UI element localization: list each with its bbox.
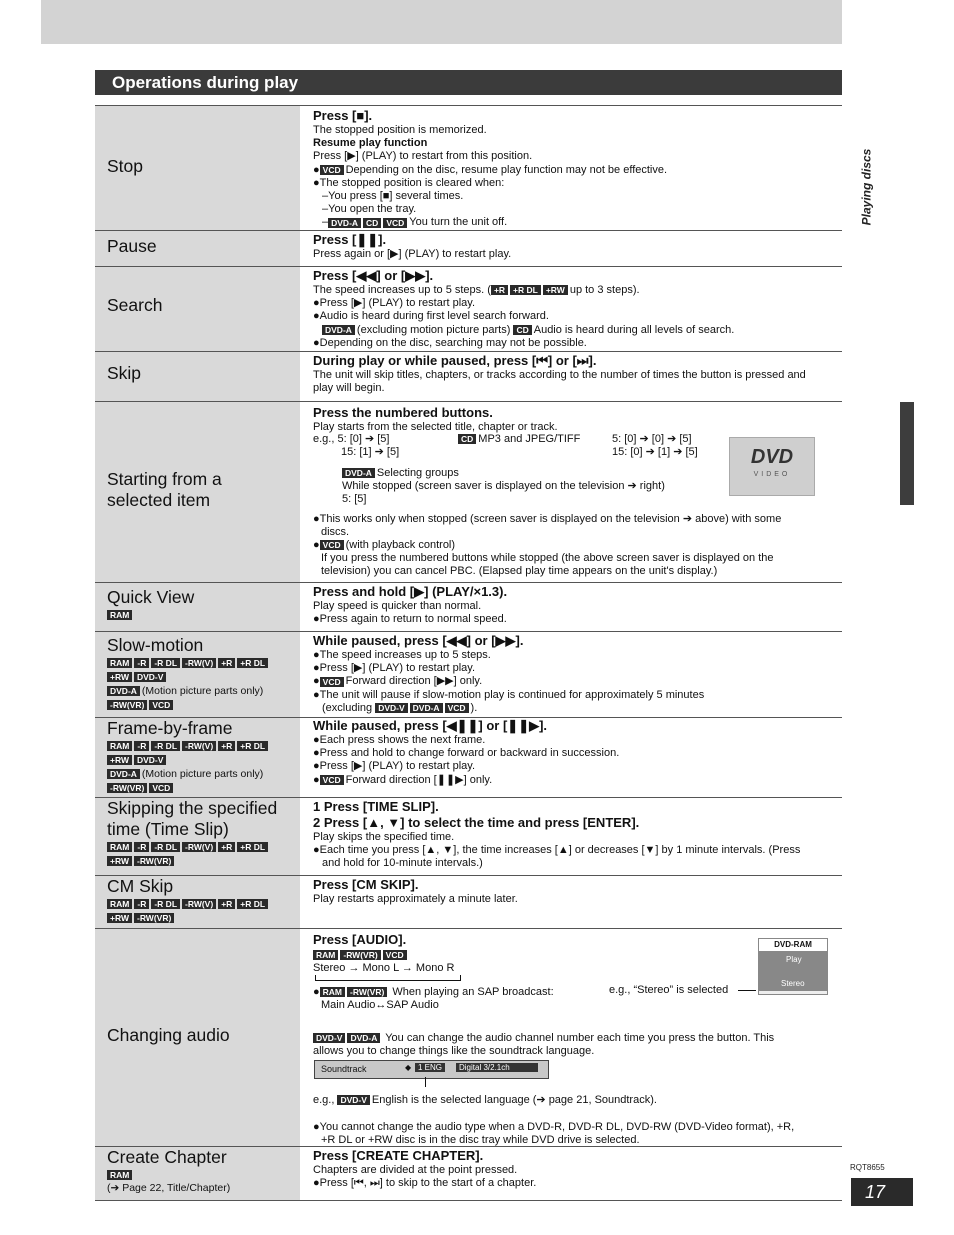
row-quick-view xyxy=(95,583,842,632)
document-code: RQT8655 xyxy=(850,1163,885,1172)
operation-name: Create Chapter xyxy=(107,1147,227,1167)
text-line: While stopped (screen saver is displayed on the television ➔ right) xyxy=(342,480,665,492)
text-line: DVD-A (excluding motion picture parts) CD Audio is heard during all levels of search. xyxy=(313,324,838,337)
text-line: The stopped position is memorized. xyxy=(313,124,487,136)
operation-name: Search xyxy=(107,295,163,315)
text-line: ●You cannot change the audio type when a DVD-R, DVD-R DL, DVD-RW (DVD-Video format), +R, xyxy=(313,1121,795,1133)
soundtrack-bar xyxy=(314,1060,549,1079)
disc-tag: VCD xyxy=(383,218,407,228)
row-changing-audio: Changing audio Press [AUDIO]. RAM -RW(VR) VCD Stereo → Mono L → Mono R ● RAM -RW(VR) When playing an SAP broadcast: Main Audio↔SAP Audio e.g., “Stereo” is selected DVD-V DVD-A You can change the audio channel number each time you press the button. This allows you to change things like the soundtrack language. e.g., DVD-V English is the selected language (➔ page 21, Soundtrack). ●You cannot change the audio type when a DVD-R, DVD-R DL, DVD-RW (DVD-Video format), +R, +R DL or +RW disc is in the disc tray while DVD drive is selected. xyxy=(95,929,842,1147)
text-line: ●The speed increases up to 5 steps. xyxy=(313,649,491,661)
text-line: ● VCD Forward direction [❚❚▶] only. xyxy=(313,773,493,786)
header-bar xyxy=(41,0,842,44)
disc-tag: RAM xyxy=(107,610,132,620)
flow-loop-arrow xyxy=(315,975,461,981)
row-cm-skip: CM Skip RAM -R -R DL -RW(V) +R +R DL +RW -RW(VR) Press [CM SKIP]. Play restarts approximately a minute later. xyxy=(95,876,842,929)
text-line: ● RAM -RW(VR) When playing an SAP broadcast: xyxy=(313,986,554,998)
stereo-label: Stereo xyxy=(781,979,805,988)
soundtrack-label: Soundtrack xyxy=(321,1064,367,1074)
row-search xyxy=(95,267,842,352)
instruction-head: Press [◀◀] or [▶▶]. xyxy=(313,268,434,283)
text-line: ● VCD (with playback control) xyxy=(313,539,456,551)
instruction-head: 1 Press [TIME SLIP]. xyxy=(313,799,439,814)
text-line: Chapters are divided at the point pressed. xyxy=(313,1164,518,1176)
section-title: Operations during play xyxy=(95,70,842,95)
text-line: and hold for 10-minute intervals.) xyxy=(322,857,483,870)
text-line: Main Audio↔SAP Audio xyxy=(321,999,439,1011)
instruction-head: Press [CM SKIP]. xyxy=(313,877,419,892)
text-line: ●Each press shows the next frame. xyxy=(313,734,486,746)
instruction-head: Press [❚❚]. xyxy=(313,232,387,247)
text-line: –You open the tray. xyxy=(322,203,417,216)
row-slow-motion: Slow-motion RAM -R -R DL -RW(V) +R +R DL +RW DVD-V DVD-A (Motion picture parts only) -RW(VR) VCD While paused, press [◀◀] or [▶▶]. ●The speed increases up to 5 steps. ●Press [▶] (PLAY) to restart play. ● VCD Forward direction [▶▶] only. ●The unit will pause if slow-motion play is continued for approximately 5 minutes (excluding DVD-V DVD-A VCD ). xyxy=(95,632,842,718)
text-line: Play starts from the selected title, chapter or track. xyxy=(313,421,558,433)
text-line: ●The stopped position is cleared when: xyxy=(313,176,505,189)
text-line: – DVD-A CD VCD You turn the unit off. xyxy=(322,216,508,229)
operation-name: Quick View xyxy=(107,587,195,607)
audio-format: Digital 3/2.1ch xyxy=(456,1063,538,1072)
operation-name: Pause xyxy=(107,236,157,256)
text-line: The speed increases up to 5 steps. ( +R +R DL +RW up to 3 steps). xyxy=(313,284,640,296)
instruction-head: During play or while paused, press [⏮] or [⏭]. xyxy=(313,353,597,368)
example: 15: [0] ➔ [1] ➔ [5] xyxy=(612,446,698,458)
text-line: (excluding DVD-V DVD-A VCD ). xyxy=(322,701,478,714)
chapter-tab xyxy=(900,402,914,505)
operation-name: CM Skip xyxy=(107,876,174,896)
operation-name: selected item xyxy=(107,490,211,510)
logo-subtext: VIDEO xyxy=(753,471,791,478)
text-line: allows you to change things like the soundtrack language. xyxy=(313,1045,595,1057)
operation-name: time (Time Slip) xyxy=(107,819,229,839)
row-stop xyxy=(95,106,842,231)
audio-flow: Stereo → Mono L → Mono R xyxy=(313,962,455,974)
text-line: ●Audio is heard during first level search forward. xyxy=(313,310,549,323)
text-line: CD MP3 and JPEG/TIFF xyxy=(458,433,580,446)
dvd-video-logo xyxy=(729,437,815,496)
side-label-text: Playing discs xyxy=(859,148,874,226)
text-line: ●Depending on the disc, searching may not be possible. xyxy=(313,336,587,349)
instruction-head: Press [AUDIO]. xyxy=(313,932,407,947)
text-line: ●Each time you press [▲, ▼], the time increases [▲] or decreases [▼] by 1 minute intervals. (Press xyxy=(313,844,801,857)
text-line: ● VCD Depending on the disc, resume play function may not be effective. xyxy=(313,163,668,176)
disc-tag: VCD xyxy=(320,165,344,175)
row-skip xyxy=(95,352,842,402)
play-label: Play xyxy=(786,955,802,964)
row-content xyxy=(313,106,838,230)
page-number: 17 xyxy=(851,1178,913,1206)
instruction-head: 2 Press [▲, ▼] to select the time and press [ENTER]. xyxy=(313,815,640,830)
instruction-head: Press [■]. xyxy=(313,108,373,123)
text-line: ●Press and hold to change forward or backward in succession. xyxy=(313,747,620,760)
operation-name: Starting from a xyxy=(107,469,222,489)
operation-name: Frame-by-frame xyxy=(107,718,233,738)
row-create-chapter: Create Chapter RAM (➔ Page 22, Title/Chapter) Press [CREATE CHAPTER]. Chapters are divided at the point pressed. ●Press [⏮, ⏭] to skip to the start of a chapter. xyxy=(95,1147,842,1201)
operation-name: Slow-motion xyxy=(107,635,204,655)
text-line: ●Press [▶] (PLAY) to restart play. xyxy=(313,662,476,675)
text-line: Press again or [▶] (PLAY) to restart play. xyxy=(313,248,512,260)
side-label xyxy=(860,150,880,230)
example: 5: [0] ➔ [0] ➔ [5] xyxy=(612,433,692,445)
logo-text: DVD xyxy=(750,446,794,468)
operation-name: Changing audio xyxy=(107,1025,230,1045)
instruction-head: Press and hold [▶] (PLAY/×1.3). xyxy=(313,584,508,599)
text-line: ● VCD Forward direction [▶▶] only. xyxy=(313,675,483,688)
operation-name: Stop xyxy=(107,156,143,176)
instruction-head: Press the numbered buttons. xyxy=(313,405,493,420)
text-line: Play skips the specified time. xyxy=(313,831,455,843)
text-line: Play restarts approximately a minute later. xyxy=(313,893,518,905)
example-label: e.g., “Stereo” is selected xyxy=(609,984,729,996)
pointer-line xyxy=(738,990,756,991)
row-time-slip: Skipping the specified time (Time Slip) RAM -R -R DL -RW(V) +R +R DL +RW -RW(VR) 1 Press [TIME SLIP]. 2 Press [▲, ▼] to select the time and press [ENTER]. Play skips the specified time. ●Each time you press [▲, ▼], the time increases [▲] or decreases [▼] by 1 minute intervals. (Press and hold for 10-minute intervals.) xyxy=(95,798,842,876)
example: 15: [1] ➔ [5] xyxy=(341,446,400,458)
subheading: Resume play function xyxy=(313,137,428,150)
text-line: ●Press [▶] (PLAY) to restart play. xyxy=(313,760,476,773)
language-value: 1 ENG xyxy=(415,1063,445,1072)
instruction-head: Press [CREATE CHAPTER]. xyxy=(313,1148,484,1163)
row-pause xyxy=(95,231,842,267)
pointer-line xyxy=(425,1077,426,1087)
example: e.g., 5: [0] ➔ [5] xyxy=(313,433,390,445)
text-line: ●This works only when stopped (screen saver is displayed on the television ➔ above) with some xyxy=(313,513,782,525)
page-reference: (➔ Page 22, Title/Chapter) xyxy=(107,1182,231,1194)
text-line: television) you can cancel PBC. (Elapsed play time appears on the unit's display.) xyxy=(321,565,718,577)
display-title: DVD-RAM xyxy=(759,939,827,951)
text-line: discs. xyxy=(321,526,350,538)
text-line: DVD-A Selecting groups xyxy=(342,467,459,480)
operation-name: Skipping the specified xyxy=(107,798,278,818)
text-line: ●The unit will pause if slow-motion play is continued for approximately 5 minutes xyxy=(313,688,705,701)
disc-tag: CD xyxy=(363,218,381,228)
text-line: If you press the numbered buttons while stopped (the above screen saver is displayed on the xyxy=(321,552,774,564)
operation-name: Skip xyxy=(107,363,142,383)
updown-icon: ◆ xyxy=(405,1063,412,1072)
text-line: ●Press [⏮, ⏭] to skip to the start of a chapter. xyxy=(313,1177,537,1190)
text-line: ●Press again to return to normal speed. xyxy=(313,613,507,626)
row-label xyxy=(95,106,300,230)
text-line: DVD-V DVD-A You can change the audio channel number each time you press the button. This xyxy=(313,1032,774,1045)
instruction-head: While paused, press [◀❚❚] or [❚❚▶]. xyxy=(313,718,548,733)
row-frame-by-frame: Frame-by-frame RAM -R -R DL -RW(V) +R +R DL +RW DVD-V DVD-A (Motion picture parts only) -RW(VR) VCD While paused, press [◀❚❚] or [❚❚▶]. ●Each press shows the next frame. ●Press and hold to change forward or backward in succession. ●Press [▶] (PLAY) to restart play. ● VCD Forward direction [❚❚▶] only. xyxy=(95,718,842,798)
text-line: play will begin. xyxy=(313,382,385,395)
disc-tag: DVD-A xyxy=(328,218,361,228)
dvd-ram-display xyxy=(758,938,828,995)
instruction-head: While paused, press [◀◀] or [▶▶]. xyxy=(313,633,524,648)
text-line: Press [▶] (PLAY) to restart from this position. xyxy=(313,150,533,163)
text-line: e.g., DVD-V English is the selected language (➔ page 21, Soundtrack). xyxy=(313,1094,657,1106)
text-line: –You press [■] several times. xyxy=(322,190,464,203)
text-line: +R DL or +RW disc is in the disc tray while DVD drive is selected. xyxy=(321,1134,640,1146)
text-line: Play speed is quicker than normal. xyxy=(313,600,482,612)
example: 5: [5] xyxy=(342,493,367,505)
text-line: The unit will skip titles, chapters, or tracks according to the number of times the button is pressed and xyxy=(313,369,806,381)
text-line: ●Press [▶] (PLAY) to restart play. xyxy=(313,297,476,310)
